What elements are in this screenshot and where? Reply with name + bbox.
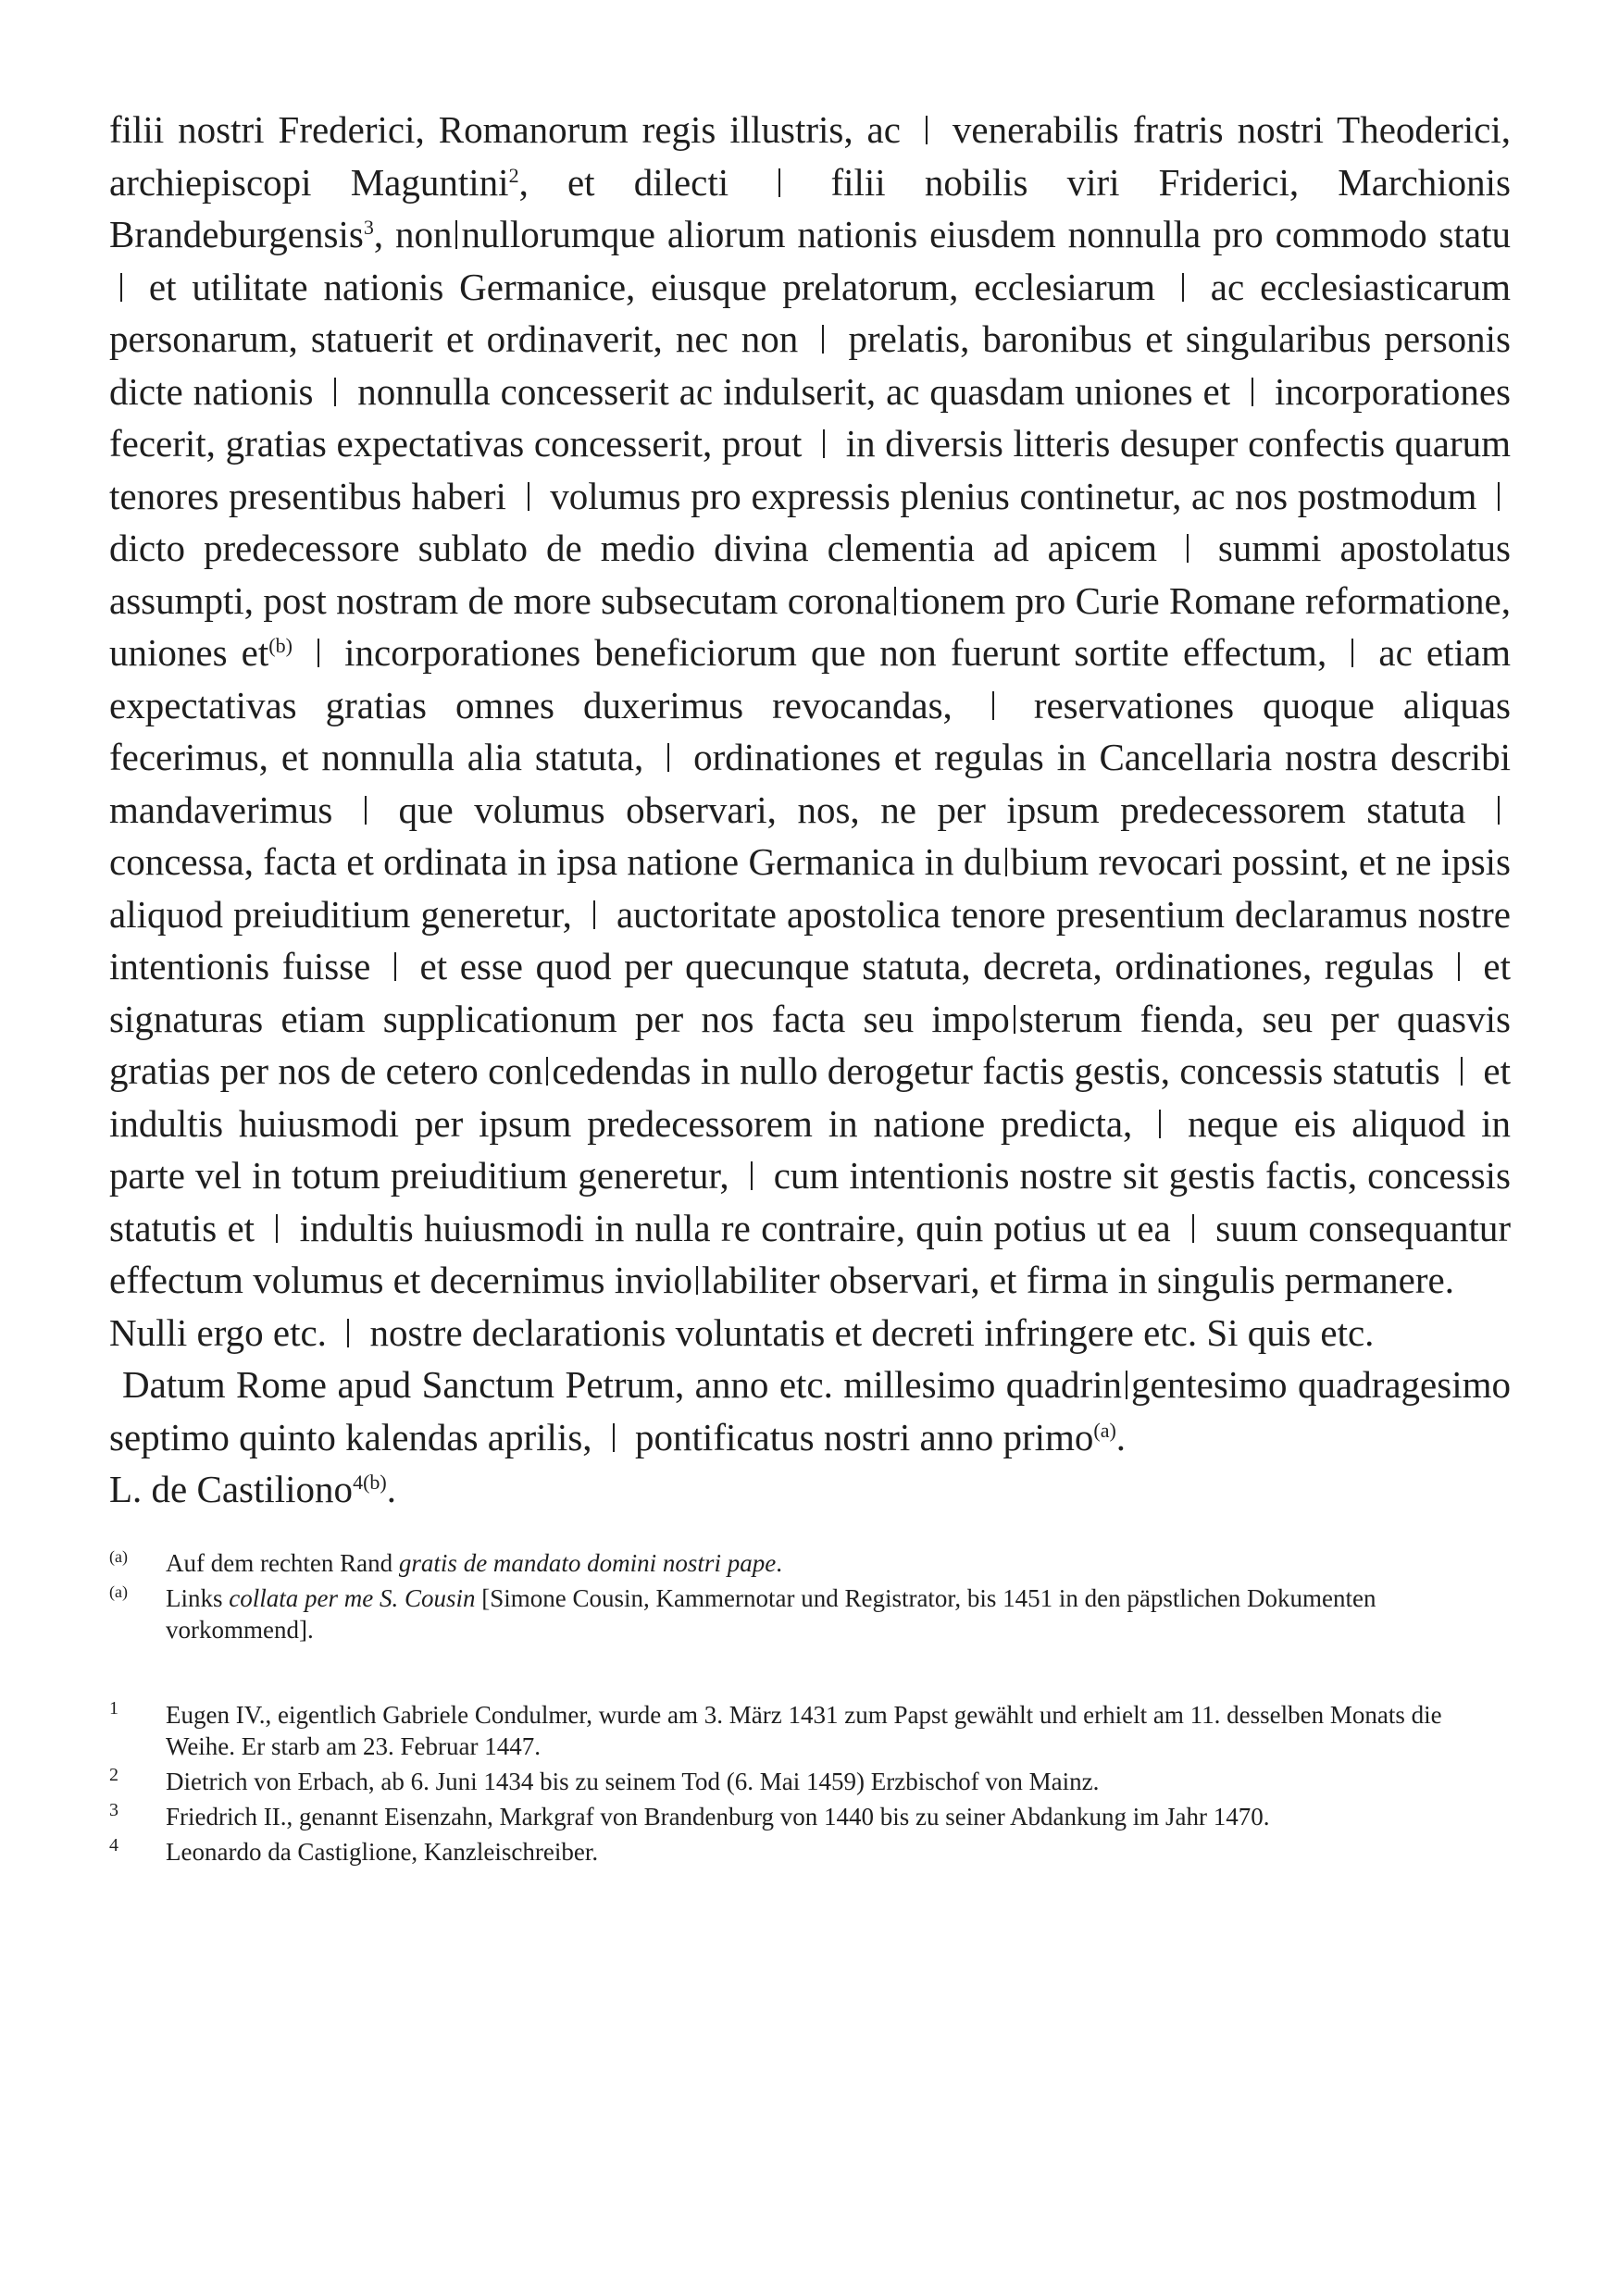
footnote-mark: 4 xyxy=(109,1834,118,1855)
footnote-ref: (a) xyxy=(1093,1418,1116,1442)
text-run: volumus pro expressis plenius continetur, ac nos postmodum xyxy=(540,474,1487,517)
text-run: cedendas in nullo derogetur factis gestis, concessis statutis xyxy=(552,1049,1451,1092)
line-separator xyxy=(823,429,825,458)
line-separator xyxy=(394,952,396,981)
footnote-text: Leonardo da Castiglione, Kanzleischreiber. xyxy=(166,1837,599,1866)
line-separator xyxy=(926,116,928,144)
line-separator xyxy=(1458,952,1460,981)
text-run: ac ecclesiasticarum personarum, statuerit et ordinaverit, nec non xyxy=(109,265,1511,360)
text-run: Datum Rome apud Sanctum Petrum, anno etc. millesimo quadrin xyxy=(122,1363,1123,1406)
text-run: et signaturas etiam supplicationum per nos facta seu impo xyxy=(109,945,1512,1040)
line-separator xyxy=(667,743,669,772)
text-run: gentesimo quadragesimo septimo quinto kalendas aprilis, xyxy=(109,1363,1511,1458)
footnote-mark: 1 xyxy=(109,1697,118,1719)
text-run: filii nobilis viri Friderici, Marchionis Brandeburgensis xyxy=(109,160,1512,255)
line-separator xyxy=(822,325,824,354)
text-run: prelatis, baronibus et singularibus personis dicte nationis xyxy=(109,317,1511,413)
footnote-letter xyxy=(109,1582,1511,1645)
line-separator xyxy=(613,1423,615,1452)
text-run: et indultis huiusmodi per ipsum predecessorem in natione predicta, xyxy=(109,1049,1511,1145)
footnote-number xyxy=(109,1801,1511,1832)
text-run: pontificatus nostri anno primo xyxy=(625,1415,1094,1458)
footnote-mark: 3 xyxy=(109,1799,118,1820)
footnote-letter xyxy=(109,1547,1511,1579)
text-run: nostre declarationis voluntatis et decreti infringere etc. Si quis etc. xyxy=(360,1310,1375,1354)
line-separator xyxy=(318,639,319,667)
line-separator xyxy=(778,168,780,197)
line-separator xyxy=(1126,1371,1127,1399)
footnote-ref: 4(b) xyxy=(353,1471,387,1494)
footnote-ref: 2 xyxy=(508,163,519,187)
line-separator xyxy=(120,273,122,302)
footnote-text xyxy=(166,1582,1511,1645)
footnote-mark: 2 xyxy=(109,1764,118,1785)
line-separator xyxy=(1014,1005,1015,1034)
line-separator xyxy=(1461,1057,1463,1086)
text-run: sterum fienda, seu per quasvis gratias per nos de cetero con xyxy=(109,997,1511,1092)
text-run: que volumus observari, nos, ne per ipsum predecessorem statuta xyxy=(377,788,1487,831)
footnote-number xyxy=(109,1836,1511,1868)
line-separator xyxy=(593,900,595,929)
line-separator xyxy=(276,1214,278,1243)
signature xyxy=(109,1463,1511,1516)
line-separator xyxy=(347,1319,349,1347)
footnote-number xyxy=(109,1766,1511,1797)
text-run: , non xyxy=(373,213,453,255)
line-separator xyxy=(1252,378,1253,406)
line-separator xyxy=(455,220,457,249)
line-separator xyxy=(751,1161,753,1190)
text-run: . xyxy=(1115,1415,1127,1458)
text-run: Links xyxy=(166,1583,230,1612)
footnote-ref: 3 xyxy=(363,216,374,239)
text-run: Auf dem rechten Rand xyxy=(166,1548,399,1577)
text-run: incorporationes beneficiorum que non fuerunt sortite effectum, xyxy=(330,631,1341,674)
footnote-mark: (a) xyxy=(109,1546,128,1566)
text-run: auctoritate apostolica tenore presentium declaramus nostre intentionis fuisse xyxy=(109,892,1512,987)
line-separator xyxy=(1005,848,1007,876)
footnote-gap xyxy=(109,1649,1511,1699)
line-separator xyxy=(696,1266,698,1295)
text-run: bium revocari possint, et ne ipsis aliquod preiuditium generetur, xyxy=(109,840,1511,936)
footnote-mark: (a) xyxy=(109,1582,128,1601)
footnote-ref: (b) xyxy=(268,634,293,657)
text-run: suum consequantur effectum volumus et decernimus invio xyxy=(109,1206,1512,1301)
paragraph-sanction xyxy=(109,1307,1511,1359)
text-run: concessa, facta et ordinata in ipsa natione Germanica in du xyxy=(109,840,1002,883)
text-run: filii nostri Frederici, Romanorum regis illustris, ac xyxy=(109,108,915,151)
text-run: Nulli ergo etc. xyxy=(109,1310,337,1354)
italic-text: gratis de mandato domini nostri pape xyxy=(398,1548,777,1577)
text-run: . xyxy=(386,1468,396,1510)
line-separator xyxy=(1498,796,1500,825)
line-separator xyxy=(334,378,336,406)
text-run: incorporationes fecerit, gratias expectativas concesserit, prout xyxy=(109,369,1512,465)
text-run: labiliter observari, et firma in singulis permanere. xyxy=(702,1259,1454,1301)
footnotes xyxy=(109,1547,1511,1868)
text-run: summi apostolatus assumpti, post nostram de more subsecutam corona xyxy=(109,527,1512,622)
text-run: cum intentionis nostre sit gestis factis, concessis statutis et xyxy=(109,1154,1511,1249)
main-text xyxy=(109,104,1511,1516)
text-run: nonnulla concesserit ac indulserit, ac quasdam uniones et xyxy=(347,369,1241,413)
footnote-text: Friedrich II., genannt Eisenzahn, Markgraf von Brandenburg von 1440 bis zu seiner Abdankung im Jahr 1470. xyxy=(166,1802,1270,1831)
line-separator xyxy=(365,796,367,825)
line-separator xyxy=(1159,1110,1161,1138)
footnote-text xyxy=(166,1547,1511,1579)
text-run: reservationes quoque aliquas fecerimus, et nonnulla alia statuta, xyxy=(109,683,1512,778)
text-run: in diversis litteris desuper confectis quarum tenores presentibus haberi xyxy=(109,422,1511,517)
text-run: [Simone Cousin, Kammernotar und Registrator, bis 1451 in den päpstlichen Dokumenten vorkommend]. xyxy=(166,1583,1376,1644)
text-run: ac etiam expectativas gratias omnes duxerimus revocandas, xyxy=(109,631,1512,726)
text-run: indultis huiusmodi in nulla re contraire, quin potius ut ea xyxy=(289,1206,1181,1249)
text-run: venerabilis fratris nostri Theoderici, archiepiscopi Maguntini xyxy=(109,108,1512,204)
text-run: ordinationes et regulas in Cancellaria nostra describi mandaverimus xyxy=(109,736,1511,831)
line-separator xyxy=(1498,482,1500,511)
line-separator xyxy=(1351,639,1353,667)
line-separator xyxy=(546,1057,548,1086)
text-run xyxy=(293,631,306,674)
line-separator xyxy=(528,482,529,511)
text-run: , et dilecti xyxy=(518,160,768,204)
text-run: dicto predecessore sublato de medio divina clementia ad apicem xyxy=(109,527,1176,569)
document-page xyxy=(109,104,1511,1871)
paragraph-dating xyxy=(109,1359,1511,1463)
footnote-text: Dietrich von Erbach, ab 6. Juni 1434 bis zu seinem Tod (6. Mai 1459) Erzbischof von Mainz. xyxy=(166,1767,1100,1795)
footnote-text: Eugen IV., eigentlich Gabriele Condulmer, wurde am 3. März 1431 zum Papst gewählt und erhielt am 11. desselben Monats die Weihe. Er starb am 23. Februar 1447. xyxy=(166,1700,1442,1760)
footnote-number xyxy=(109,1699,1511,1762)
line-separator xyxy=(992,691,994,720)
line-separator xyxy=(1192,1214,1194,1243)
line-separator xyxy=(1182,273,1184,302)
text-run: tionem pro Curie Romane reformatione, uniones et xyxy=(109,578,1511,674)
line-separator xyxy=(894,587,896,615)
paragraph-body xyxy=(109,104,1511,1307)
text-run: nullorumque aliorum nationis eiusdem nonnulla pro commodo statu xyxy=(461,213,1511,255)
line-separator xyxy=(1187,534,1189,563)
signature-name: L. de Castiliono xyxy=(109,1468,354,1510)
text-run: et utilitate nationis Germanice, eiusque prelatorum, ecclesiarum xyxy=(133,265,1171,308)
text-run: et esse quod per quecunque statuta, decreta, ordinationes, regulas xyxy=(406,945,1447,987)
italic-text: collata per me S. Cousin xyxy=(229,1583,476,1612)
text-run: . xyxy=(776,1548,782,1577)
text-run: neque eis aliquod in parte vel in totum preiuditium generetur, xyxy=(109,1101,1511,1197)
